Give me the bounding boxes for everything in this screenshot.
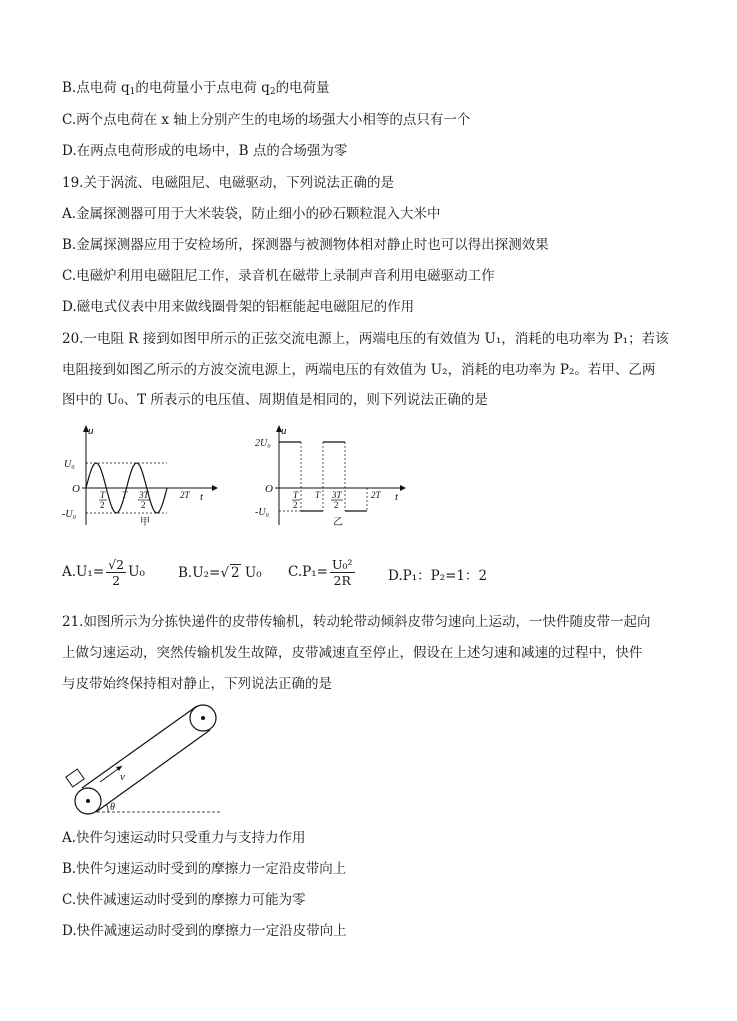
- q18-option-d: D.在两点电荷形成的电场中，B 点的合场强为零: [62, 143, 348, 159]
- q18-option-c: C.两个点电荷在 x 轴上分别产生的电场的场强大小相等的点只有一个: [62, 112, 471, 128]
- q19-option-c: C.电磁炉利用电磁阻尼工作，录音机在磁带上录制声音利用电磁驱动工作: [62, 268, 495, 284]
- jia-tick-3t-half-num: 3T: [139, 490, 149, 500]
- jia-u0-label: U₀: [64, 459, 75, 470]
- q20-option-d: D.P₁：P₂=1：2: [388, 568, 488, 584]
- jia-caption: 甲: [140, 517, 150, 528]
- x-axis-arrow: [212, 485, 218, 491]
- velocity-label: v: [120, 771, 125, 783]
- figure-conveyor-belt: [62, 700, 262, 820]
- top-roller-axle: [201, 716, 205, 720]
- q19-stem: 19.关于涡流、电磁阻尼、电磁驱动，下列说法正确的是: [62, 175, 394, 191]
- yi-tick-t-half-num: T: [293, 490, 299, 500]
- q20-stem-line3: 图中的 U₀、T 所表示的电压值、周期值是相同的，则下列说法正确的是: [62, 392, 488, 408]
- q20-a-fraction: $\frac{√2}{2}$: [108, 557, 125, 588]
- yi-tick-2t: 2T: [371, 490, 381, 500]
- q19-option-b: B.金属探测器应用于安检场所，探测器与被测物体相对静止时也可以得出探测效果: [62, 237, 549, 253]
- jia-tick-3t-half-den: 2: [141, 500, 146, 510]
- q20-stem-line1: 20.一电阻 R 接到如图甲所示的正弦交流电源上，两端电压的有效值为 U₁，消耗的电功率为 P₁；若该: [62, 331, 669, 347]
- jia-origin-label: O: [72, 483, 80, 495]
- figure-jia-sine-wave: [62, 420, 222, 530]
- jia-tick-t-half-num: T: [100, 490, 106, 500]
- x-axis-arrow: [400, 485, 406, 491]
- yi-tick-t: T: [315, 490, 321, 500]
- package-box: [66, 769, 84, 787]
- jia-tick-2t: 2T: [180, 490, 190, 500]
- jia-neg-u0-label: -U₀: [62, 509, 77, 520]
- q21-stem-line3: 与皮带始终保持相对静止，下列说法正确的是: [62, 676, 332, 692]
- jia-tick-t-half-den: 2: [100, 500, 105, 510]
- q19-option-a: A.金属探测器可用于大米装袋，防止细小的砂石颗粒混入大米中: [62, 206, 441, 222]
- yi-origin-label: O: [265, 483, 273, 495]
- q21-stem-line1: 21.如图所示为分拣快递件的皮带传输机，转动轮带动倾斜皮带匀速向上运动，一快件随皮带一起向: [62, 614, 651, 630]
- belt-top-edge: [82, 706, 197, 788]
- yi-axis-y-label: u: [281, 425, 287, 437]
- yi-axis-x-label: t: [395, 491, 399, 503]
- q21-option-b: B.快件匀速运动时受到的摩擦力一定沿皮带向上: [62, 861, 347, 877]
- q20-c-fraction: $\frac{\text{U₀²}}{2R}$: [331, 557, 353, 588]
- q19-option-d: D.磁电式仪表中用来做线圈骨架的铝框能起电磁阻尼的作用: [62, 299, 415, 315]
- theta-arc: [106, 804, 108, 812]
- jia-axis-y-label: u: [88, 425, 94, 437]
- q21-option-c: C.快件减速运动时受到的摩擦力可能为零: [62, 892, 306, 908]
- yi-2u0-label: 2U₀: [255, 438, 271, 449]
- jia-axis-x-label: t: [200, 491, 204, 503]
- q20-option-c: C.P₁= $\frac{\text{U₀²}}{2R}$: [288, 557, 353, 588]
- q21-option-d: D.快件减速运动时受到的摩擦力一定沿皮带向上: [62, 923, 347, 939]
- q20-option-b: B.U₂=√ 2 U₀: [178, 565, 262, 581]
- q20-stem-line2: 电阻接到如图乙所示的方波交流电源上，两端电压的有效值为 U₂，消耗的电功率为 P₂。若甲、乙两: [62, 362, 656, 378]
- theta-label: θ: [110, 802, 115, 813]
- jia-tick-t: T: [122, 490, 128, 500]
- q20-option-a: A.U₁= $\frac{√2}{2}$ U₀: [62, 557, 145, 588]
- yi-caption: 乙: [333, 517, 343, 528]
- belt-bottom-edge: [96, 730, 210, 812]
- yi-neg-u0-label: -U₀: [255, 507, 270, 518]
- q18-option-b: B.点电荷 $q_1$的电荷量小于点电荷 $q_2$的电荷量: [62, 80, 330, 97]
- q21-option-a: A.快件匀速运动时只受重力与支持力作用: [62, 830, 306, 846]
- q21-stem-line2: 上做匀速运动，突然传输机发生故障，皮带减速直至停止，假设在上述匀速和减速的过程中，快件: [62, 645, 643, 661]
- yi-tick-3t-half-num: 3T: [332, 490, 342, 500]
- yi-tick-t-half-den: 2: [293, 500, 298, 510]
- bottom-roller-axle: [86, 799, 90, 803]
- figure-yi-square-wave: [255, 420, 415, 530]
- yi-tick-3t-half-den: 2: [334, 500, 339, 510]
